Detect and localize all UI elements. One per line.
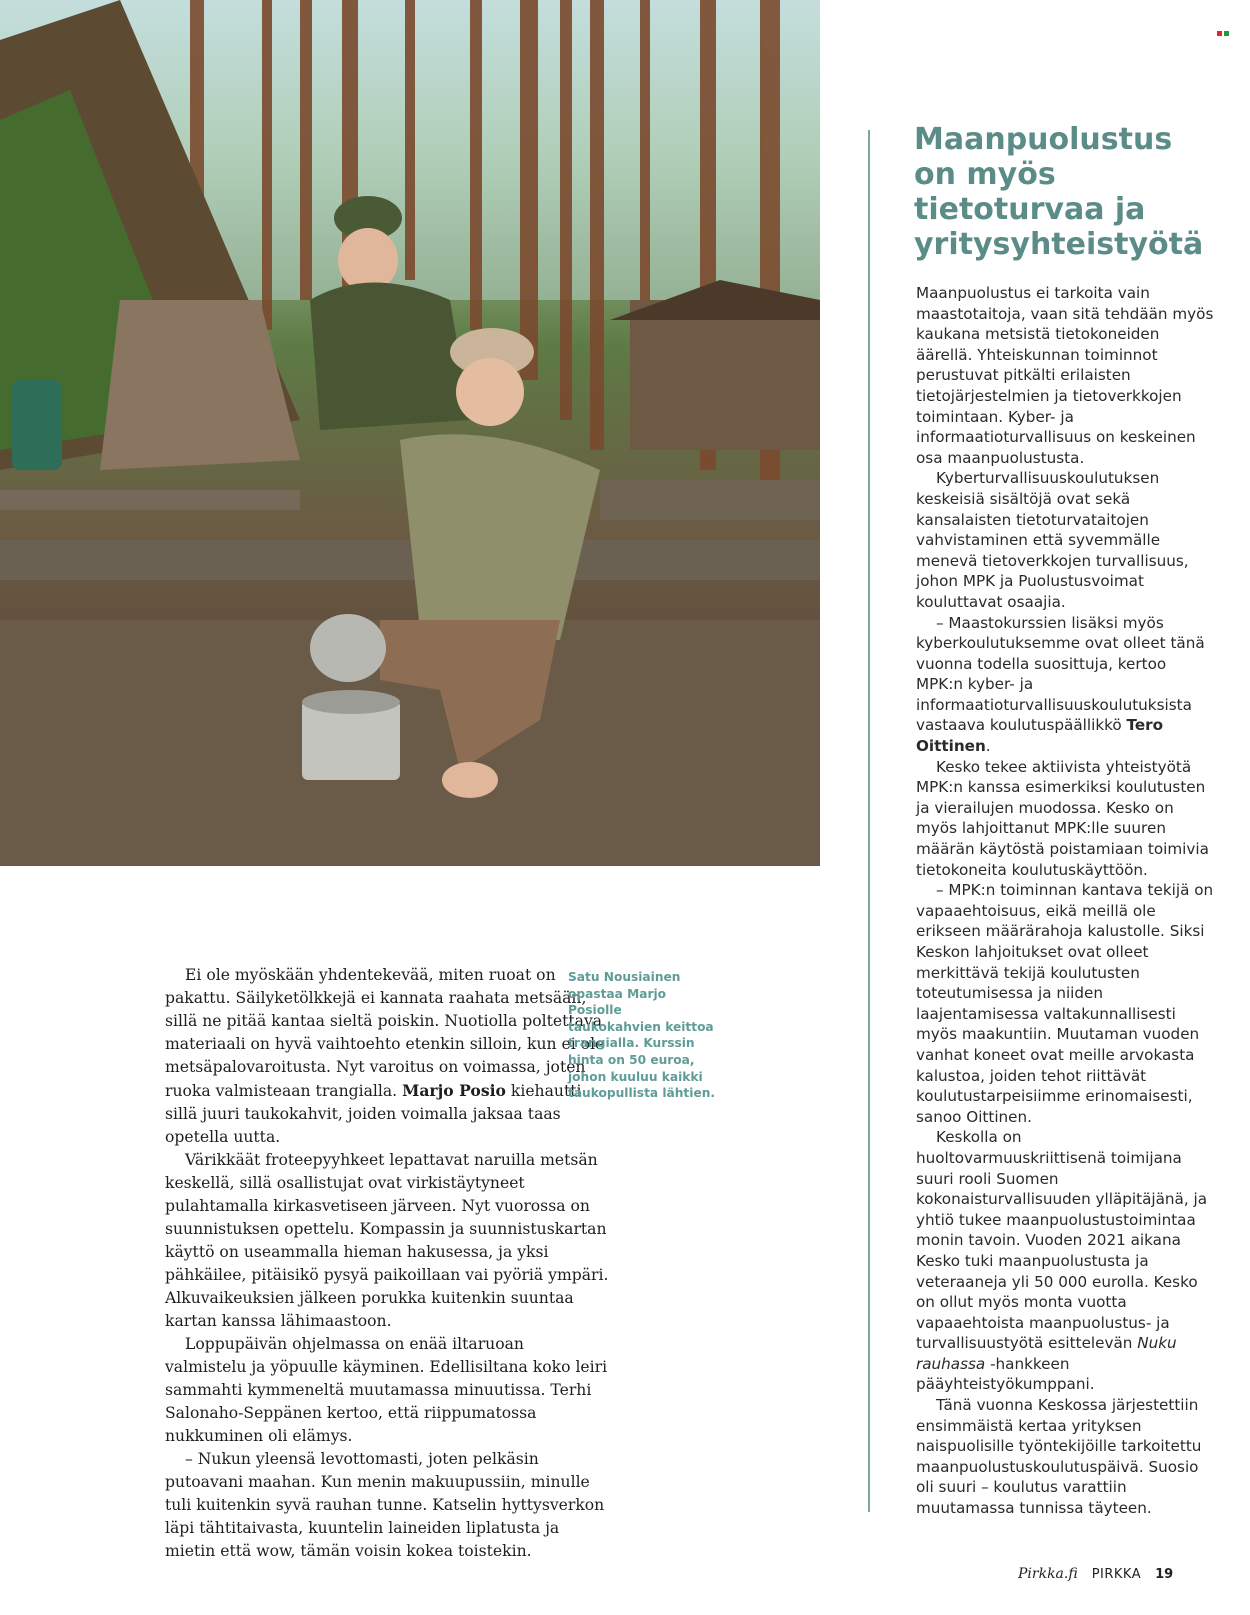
sidebar-paragraph: – Maastokurssien lisäksi myös kyberkoulutuksemme ovat olleet tänä vuonna todella suosittuja, kertoo MPK:n kyber- ja informaatioturvallisuuskoulutuksista vastaava koulutuspäällikkö Tero Oittinen.: [916, 613, 1205, 756]
project-name: Nuku rauhassa: [916, 1334, 1177, 1373]
footer-magazine: PIRKKA: [1091, 1567, 1142, 1582]
sidebar-paragraph: Kesko tekee aktiivista yhteistyötä MPK:n kanssa esimerkiksi koulutusten ja vierailujen muodossa. Kesko on myös lahjoittanut MPK:lle suuren määrän käytöstä poistamiaan toimivia tietokoneita koulutuskäyttöön.: [916, 757, 1209, 879]
article-paragraph: Värikkäät froteepyyhkeet lepattavat naruilla metsän keskellä, sillä osallistujat ovat virkistäytyneet pulahtamalla kirkasvetiseen järveen. Nyt vuorossa on suunnistuksen opettelu. Kompassin ja suunnistuskartan käyttö on useammalla hieman hakusessa, ja yksi pähkäilee, pitäisikö pysyä paikoillaan vai pyöriä ympäri. Alkuvaikeuksien jälkeen porukka kuitenkin suuntaa kartan kanssa lähimaastoon.: [165, 1151, 609, 1330]
article-photo: [0, 0, 820, 866]
person-name: Tero Oittinen: [916, 716, 1164, 756]
sidebar-body: [916, 283, 1216, 1519]
sidebar-paragraph: Tänä vuonna Keskossa järjestettiin ensimmäistä kertaa yrityksen naispuolisille työntekijöille tarkoitettu maanpuolustuskoulutuspäivä. Suosio oli suuri – koulutus varattiin muutamassa tunnissa täyteen.: [916, 1396, 1202, 1518]
photo-caption: Satu Nousiainen opastaa Marjo Posiolle taukokahvien keittoa trangialla. Kurssin hinta on 50 euroa, johon kuuluu kaikki taukopullista lähtien.: [568, 970, 716, 1101]
article-paragraph: Ei ole myöskään yhdentekevää, miten ruoat on pakattu. Säilyketölkkejä ei kannata raahata metsään, sillä ne pitää kantaa sieltä poiskin. Nuotiolla poltettava materiaali on hyvä vaihtoehto etenkin silloin, kun ei ole metsäpalovaroitusta. Nyt varoitus on voimassa, joten ruoka valmisteaan trangialla. Marjo Posio kiehautti sillä juuri taukokahvit, joiden voimalla jaksaa taas opetella uutta.: [165, 966, 605, 1146]
article-paragraph: – Nukun yleensä levottomasti, joten pelkäsin putoavani maahan. Kun menin makuupussiin, minulle tuli kuitenkin syvä rauhan tunne. Katselin hyttysverkon läpi tähtitaivasta, kuuntelin laineiden liplatusta ja mietin että wow, tämän voisin kokea toistekin.: [165, 1450, 605, 1560]
page-number: 19: [1155, 1567, 1174, 1582]
article-body: [165, 964, 610, 1563]
sidebar-paragraph: Maanpuolustus ei tarkoita vain maastotaitoja, vaan sitä tehdään myös kaukana metsistä tietokoneiden äärellä. Yhteiskunnan toiminnot perustuvat pitkälti erilaisten tietojärjestelmien ja tietoverkkojen toimintaan. Kyber- ja informaatioturvallisuus on keskeinen osa maanpuolustusta.: [916, 284, 1214, 467]
page-footer: [1018, 1566, 1173, 1582]
sidebar-paragraph: Keskolla on huoltovarmuuskriittisenä toimijana suuri rooli Suomen kokonaisturvallisuuden ylläpitäjänä, ja yhtiö tukee maanpuolustustoimintaa monin tavoin. Vuoden 2021 aikana Kesko tuki maanpuolustusta ja veteraaneja yli 50 000 eurolla. Kesko on ollut myös monta vuotta vapaaehtoista maanpuolustus- ja turvallisuustyötä esittelevän Nuku rauhassa -hankkeen pääyhteistyökumppani.: [916, 1128, 1208, 1394]
sidebar-title: Maanpuolustus on myös tietoturvaa ja yritysyhteistyötä: [914, 122, 1204, 262]
brand-logo-icon: [1217, 31, 1229, 36]
sidebar-rule: [868, 130, 870, 1512]
article-paragraph: Loppupäivän ohjelmassa on enää iltaruoan valmistelu ja yöpuulle käyminen. Edellisiltana koko leiri sammahti kymmeneltä muutamassa minuutissa. Terhi Salonaho-Seppänen kertoo, että riippumatossa nukkuminen oli elämys.: [165, 1335, 608, 1445]
sidebar-paragraph: Kyberturvallisuuskoulutuksen keskeisiä sisältöjä ovat sekä kansalaisten tietoturvataitojen vahvistaminen että syvemmälle menevä tietoverkkojen turvallisuus, johon MPK ja Puolustusvoimat kouluttavat osaajia.: [916, 469, 1189, 611]
person-name: Marjo Posio: [402, 1081, 506, 1100]
forest-camp-illustration: [0, 0, 820, 866]
sidebar-paragraph: – MPK:n toiminnan kantava tekijä on vapaaehtoisuus, eikä meillä ole erikseen määrärahoja kalustolle. Siksi Keskon lahjoitukset ovat olleet merkittävä tekijä koulutusten toteutumisessa ja niiden laajentamisessa valtakunnallisesti myös maakuntiin. Muutaman vuoden vanhat koneet ovat meille arvokasta kalustoa, joiden tehot riittävät koulutustarpeisiimme erinomaisesti, sanoo Oittinen.: [916, 881, 1214, 1126]
footer-site: Pirkka.fi: [1018, 1566, 1078, 1582]
